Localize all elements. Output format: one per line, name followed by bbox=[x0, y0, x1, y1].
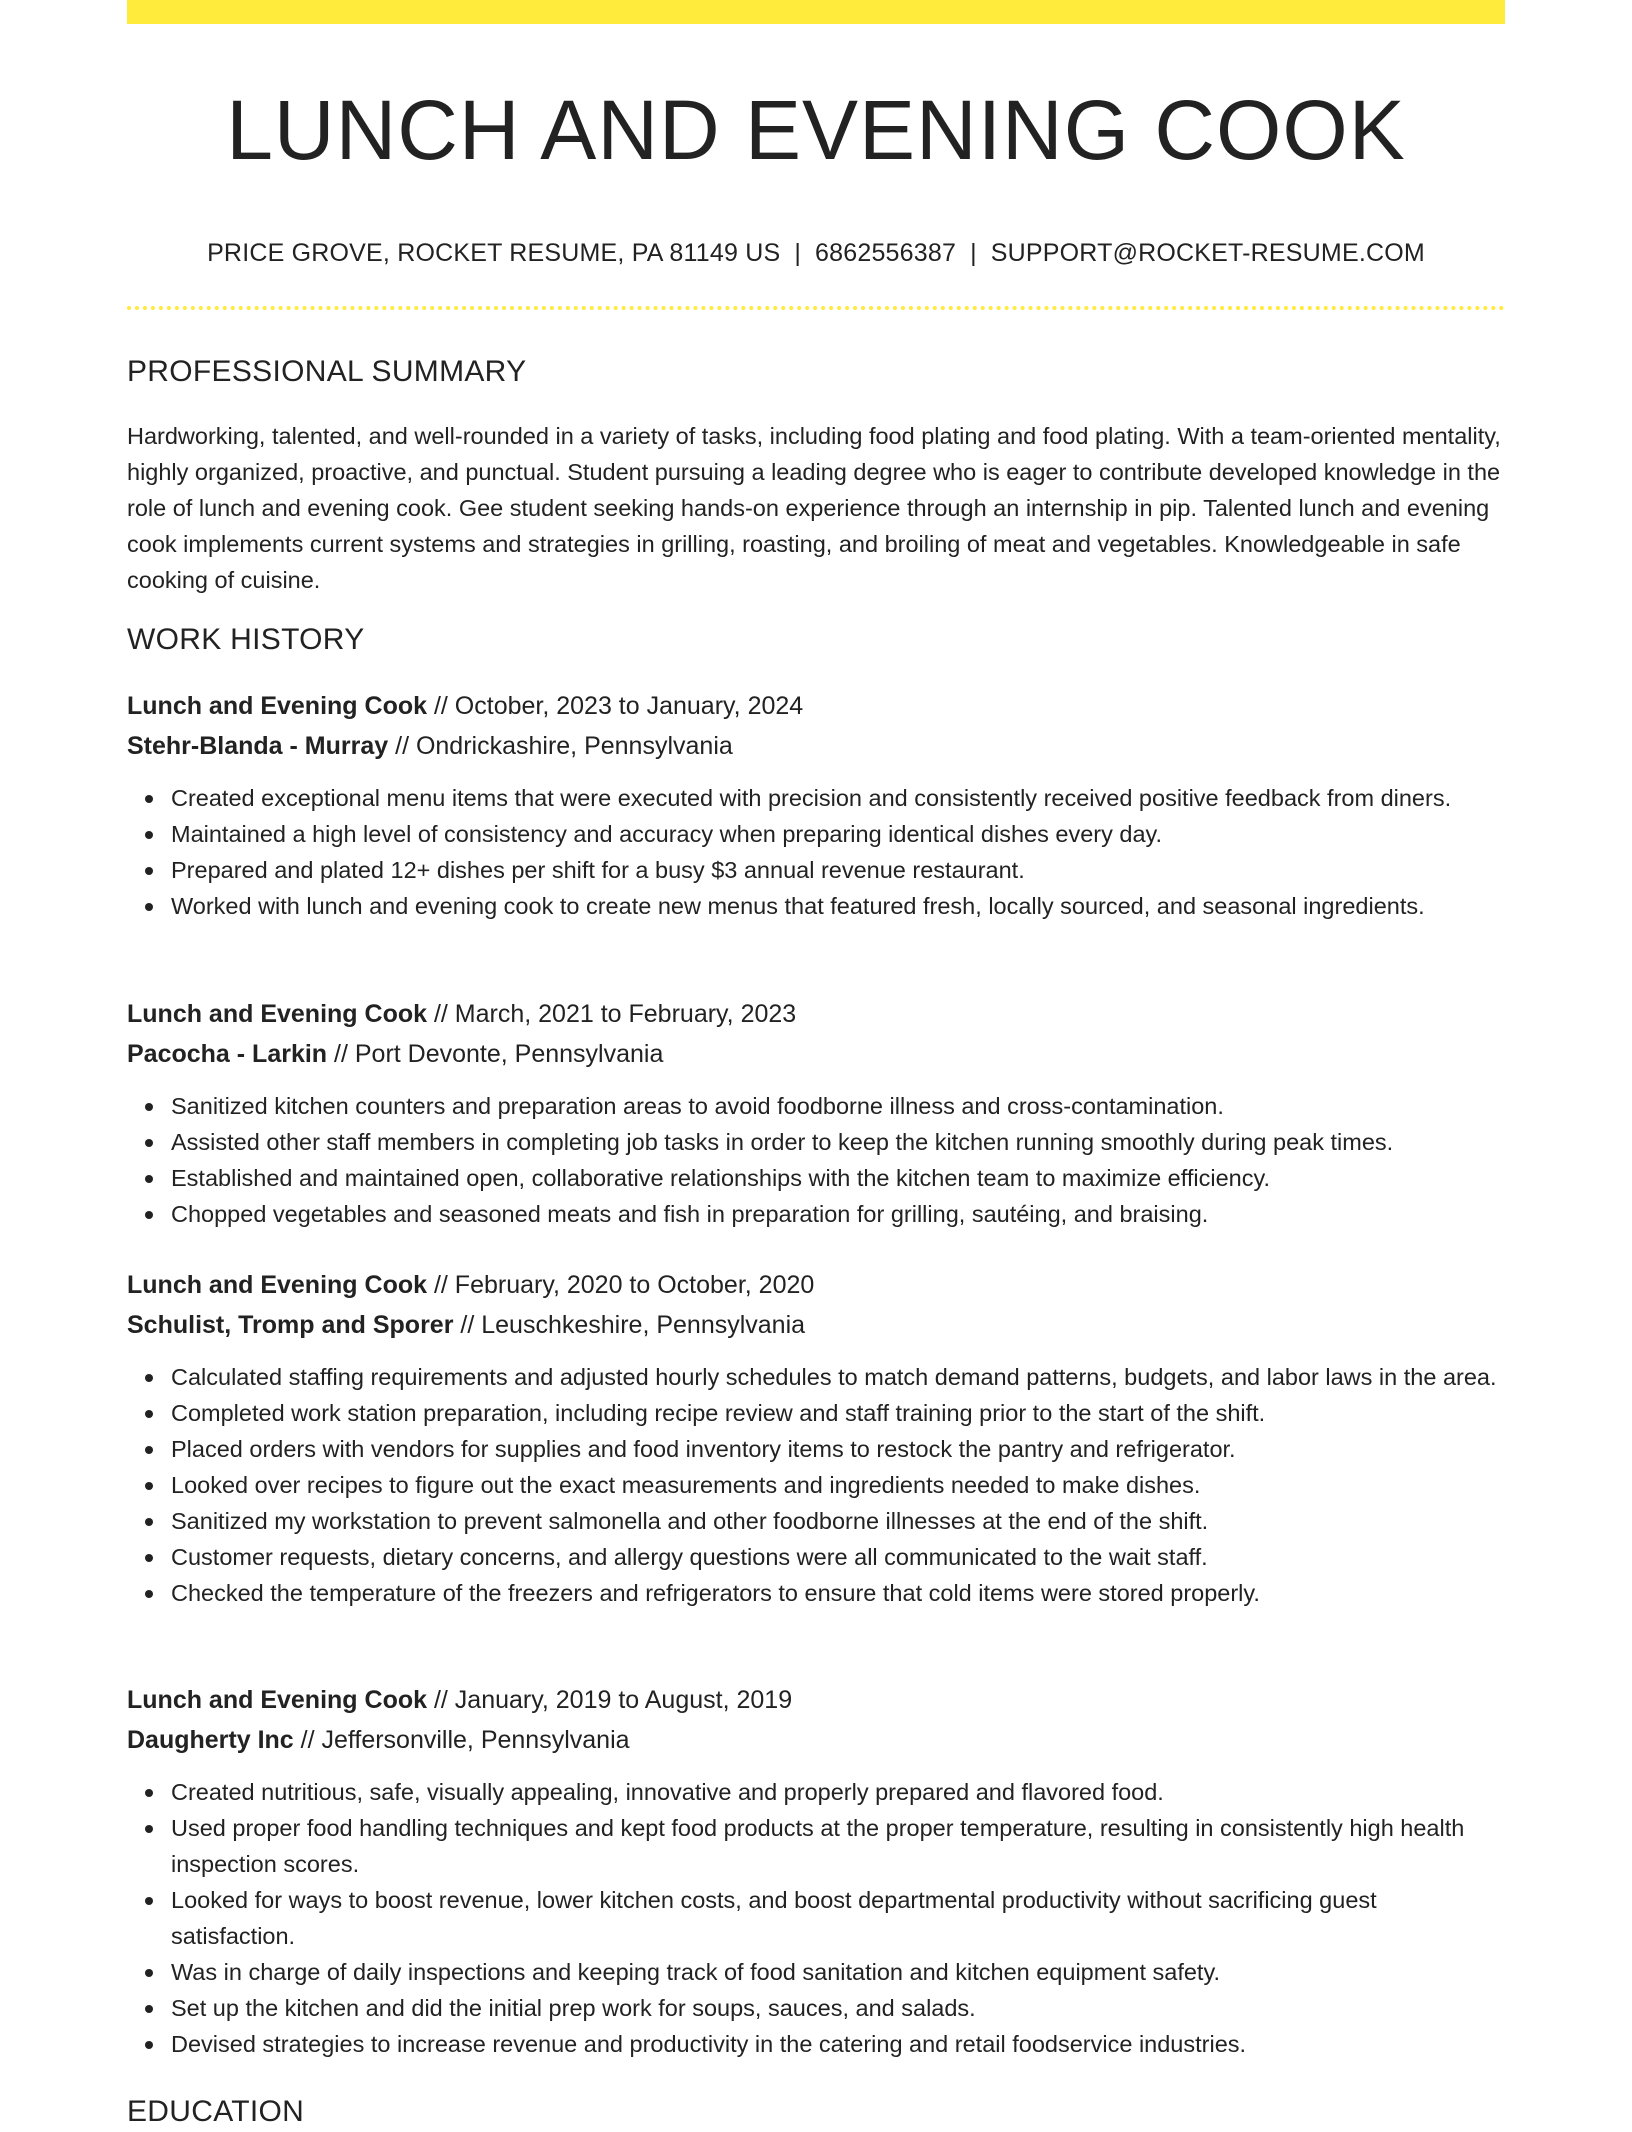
duty-item: Was in charge of daily inspections and keeping track of food sanitation and kitchen equipment safety. bbox=[171, 1954, 1505, 1990]
job-company-line bbox=[127, 1720, 1505, 1760]
duty-item: Looked over recipes to figure out the exact measurements and ingredients needed to make dishes. bbox=[171, 1467, 1505, 1503]
duty-item: Devised strategies to increase revenue and productivity in the catering and retail foodservice industries. bbox=[171, 2026, 1505, 2062]
duty-item: Worked with lunch and evening cook to create new menus that featured fresh, locally sourced, and seasonal ingredients. bbox=[171, 888, 1505, 924]
duty-list bbox=[127, 1774, 1505, 2062]
job-entry bbox=[127, 1680, 1505, 2062]
job-company: Daugherty Inc bbox=[127, 1726, 294, 1754]
work-history-heading: WORK HISTORY bbox=[127, 623, 365, 656]
job-title: Lunch and Evening Cook bbox=[127, 1271, 428, 1299]
job-location: // Port Devonte, Pennsylvania bbox=[327, 1040, 664, 1068]
duty-item: Sanitized kitchen counters and preparation areas to avoid foodborne illness and cross-contamination. bbox=[171, 1088, 1505, 1124]
job-company: Schulist, Tromp and Sporer bbox=[127, 1311, 454, 1339]
contact-address: PRICE GROVE, ROCKET RESUME, PA 81149 US bbox=[207, 239, 781, 267]
duty-item: Assisted other staff members in completing job tasks in order to keep the kitchen running smoothly during peak times. bbox=[171, 1124, 1505, 1160]
duty-item: Used proper food handling techniques and kept food products at the proper temperature, resulting in consistently high health inspection scores. bbox=[171, 1810, 1505, 1882]
job-location: // Ondrickashire, Pennsylvania bbox=[388, 732, 733, 760]
duty-item: Looked for ways to boost revenue, lower kitchen costs, and boost departmental productivity without sacrificing guest satisfaction. bbox=[171, 1882, 1505, 1954]
job-company: Pacocha - Larkin bbox=[127, 1040, 328, 1068]
job-company-line bbox=[127, 1034, 1505, 1074]
contact-email: SUPPORT@ROCKET-RESUME.COM bbox=[990, 239, 1425, 267]
contact-separator: | bbox=[794, 239, 802, 267]
candidate-name: LUNCH AND EVENING COOK bbox=[226, 83, 1406, 177]
job-company-line bbox=[127, 726, 1505, 766]
duty-list bbox=[127, 1088, 1505, 1232]
top-accent-bar bbox=[127, 0, 1505, 24]
duty-item: Created exceptional menu items that were executed with precision and consistently received positive feedback from diners. bbox=[171, 780, 1505, 816]
duty-item: Chopped vegetables and seasoned meats and fish in preparation for grilling, sautéing, and braising. bbox=[171, 1196, 1505, 1232]
contact-separator: | bbox=[970, 239, 977, 267]
resume-page bbox=[127, 0, 1505, 2128]
job-dates: // October, 2023 to January, 2024 bbox=[427, 692, 804, 720]
job-title: Lunch and Evening Cook bbox=[127, 1000, 428, 1028]
duty-item: Created nutritious, safe, visually appealing, innovative and properly prepared and flavored food. bbox=[171, 1774, 1505, 1810]
header-divider bbox=[127, 306, 1505, 310]
duty-item: Checked the temperature of the freezers and refrigerators to ensure that cold items were stored properly. bbox=[171, 1575, 1505, 1611]
contact-line bbox=[127, 236, 1505, 270]
duty-list bbox=[127, 1359, 1505, 1611]
job-title-line bbox=[127, 1680, 1505, 1720]
job-title-line bbox=[127, 1265, 1505, 1305]
duty-item: Sanitized my workstation to prevent salmonella and other foodborne illnesses at the end of the shift. bbox=[171, 1503, 1505, 1539]
job-location: // Leuschkeshire, Pennsylvania bbox=[453, 1311, 806, 1339]
job-title: Lunch and Evening Cook bbox=[127, 692, 428, 720]
education-heading: EDUCATION bbox=[127, 2095, 305, 2128]
job-company-line bbox=[127, 1305, 1505, 1345]
duty-item: Maintained a high level of consistency and accuracy when preparing identical dishes every day. bbox=[171, 816, 1505, 852]
duty-item: Calculated staffing requirements and adjusted hourly schedules to match demand patterns, budgets, and labor laws in the area. bbox=[171, 1359, 1505, 1395]
job-entry bbox=[127, 994, 1505, 1232]
job-dates: // January, 2019 to August, 2019 bbox=[427, 1686, 793, 1714]
duty-list bbox=[127, 780, 1505, 924]
duty-item: Set up the kitchen and did the initial prep work for soups, sauces, and salads. bbox=[171, 1990, 1505, 2026]
summary-heading: PROFESSIONAL SUMMARY bbox=[127, 355, 527, 388]
job-location: // Jeffersonville, Pennsylvania bbox=[293, 1726, 630, 1754]
job-entry bbox=[127, 1265, 1505, 1611]
job-title-line bbox=[127, 686, 1505, 726]
duty-item: Prepared and plated 12+ dishes per shift for a busy $3 annual revenue restaurant. bbox=[171, 852, 1505, 888]
duty-item: Customer requests, dietary concerns, and allergy questions were all communicated to the wait staff. bbox=[171, 1539, 1505, 1575]
job-company: Stehr-Blanda - Murray bbox=[127, 732, 389, 760]
duty-item: Placed orders with vendors for supplies and food inventory items to restock the pantry and refrigerator. bbox=[171, 1431, 1505, 1467]
duty-item: Established and maintained open, collaborative relationships with the kitchen team to maximize efficiency. bbox=[171, 1160, 1505, 1196]
contact-phone: 6862556387 bbox=[815, 239, 957, 267]
job-dates: // February, 2020 to October, 2020 bbox=[427, 1271, 815, 1299]
job-entry bbox=[127, 686, 1505, 924]
job-title: Lunch and Evening Cook bbox=[127, 1686, 428, 1714]
job-dates: // March, 2021 to February, 2023 bbox=[427, 1000, 797, 1028]
summary-text: Hardworking, talented, and well-rounded in a variety of tasks, including food plating and food plating. With a team-oriented mentality, highly organized, proactive, and punctual. Student pursuing a leading degree who is eager to contribute developed knowledge in the role of lunch and evening cook. Gee student seeking hands-on experience through an internship in pip. Talented lunch and evening cook implements current systems and strategies in grilling, roasting, and broiling of meat and vegetables. Knowledgeable in safe cooking of cuisine. bbox=[127, 423, 1501, 593]
job-title-line bbox=[127, 994, 1505, 1034]
duty-item: Completed work station preparation, including recipe review and staff training prior to the start of the shift. bbox=[171, 1395, 1505, 1431]
